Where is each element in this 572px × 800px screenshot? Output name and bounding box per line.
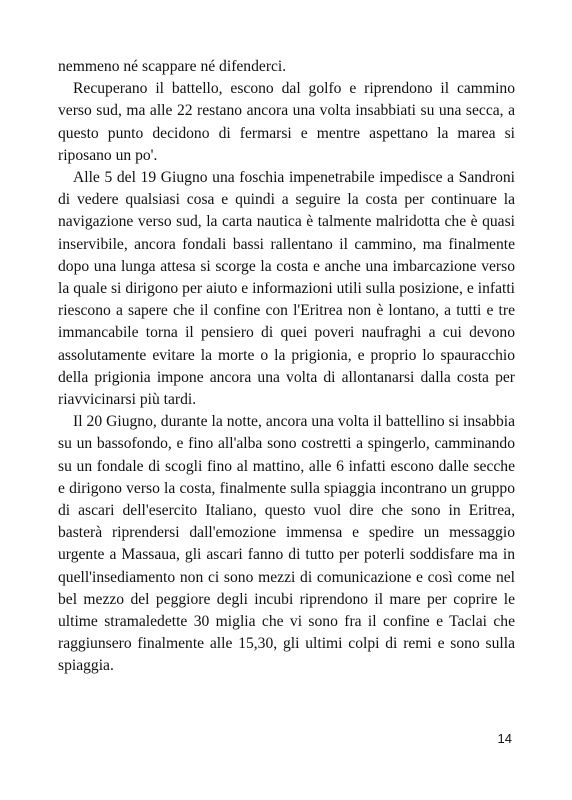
body-text — [58, 56, 515, 678]
paragraph-4: Il 20 Giugno, durante la notte, ancora una volta il battellino si insabbia su un bassofondo, e fino all'alba sono costretti a spingerlo, camminando su un fondale di scogli fino al mattino, alle 6 infatti escono dalle secche e dirigono verso la costa, finalmente sulla spiaggia incontrano un gruppo di ascari dell'esercito Italiano, questo vuol dire che sono in Eritrea, basterà riprendersi dall'emozione immensa e spedire un messaggio urgente a Massaua, gli ascari fanno di tutto per poterli soddisfare ma in quell'insediamento non ci sono mezzi di comunicazione e così come nel bel mezzo del peggiore degli incubi riprendono il mare per coprire le ultime stramaledette 30 miglia che vi sono fra il confine e Taclai che raggiunsero finalmente alle 15,30, gli ultimi colpi di remi e sono sulla spiaggia. — [58, 413, 515, 675]
page-number: 14 — [497, 731, 512, 746]
paragraph-1: nemmeno né scappare né difenderci. — [58, 58, 287, 75]
paragraph-2: Recuperano il battello, escono dal golfo e riprendono il cammino verso sud, ma alle 22 restano ancora una volta insabbiati su una secca, a questo punto decidono di fermarsi e mentre aspettano la marea si riposano un po'. — [58, 80, 515, 164]
paragraph-3: Alle 5 del 19 Giugno una foschia impenetrabile impedisce a Sandroni di vedere qualsiasi cosa e quindi a seguire la costa per continuare la navigazione verso sud, la carta nautica è talmente malridotta che è quasi inservibile, ancora fondali bassi rallentano il cammino, ma finalmente dopo una lunga attesa si scorge la costa e anche una imbarcazione verso la quale si dirigono per aiuto e informazioni utili sulla posizione, e infatti riescono a sapere che il confine con l'Eritrea non è lontano, a tutti e tre immancabile torna il pensiero di quei poveri naufraghi a cui devono assolutamente evitare la morte o la prigionia, e proprio lo spauracchio della prigionia impone ancora una volta di allontanarsi dalla costa per riavvicinarsi più tardi. — [58, 169, 515, 409]
